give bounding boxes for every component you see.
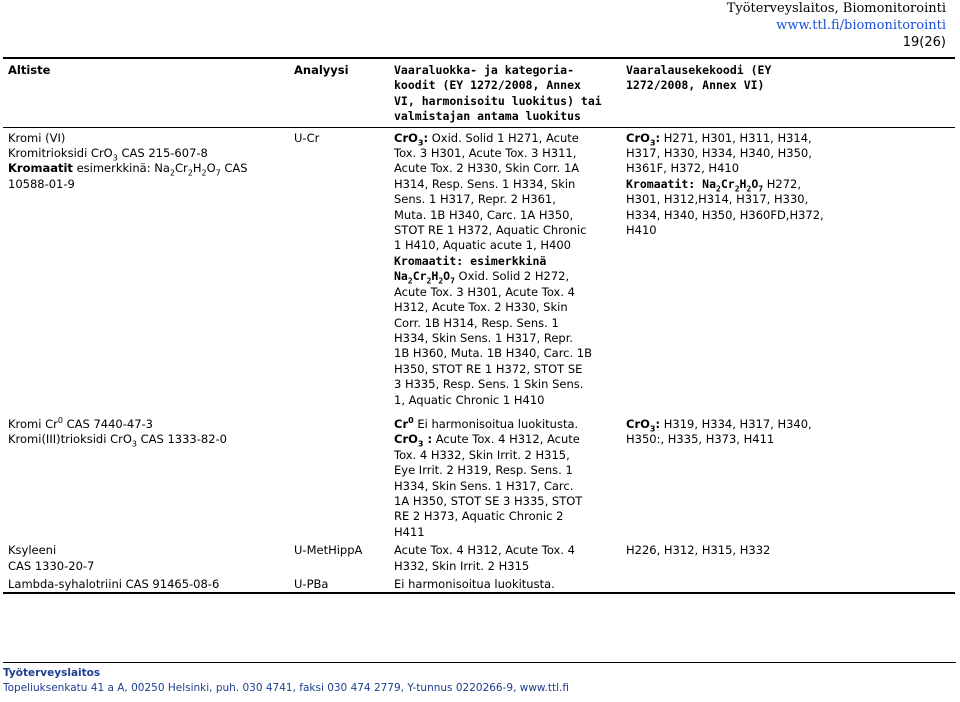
col-header-vaaraluokka: [389, 58, 621, 127]
col-header-analyysi: Analyysi: [289, 58, 389, 127]
altiste-name: Ksyleeni: [8, 543, 57, 558]
hazard-line: H361F, H372, H410: [626, 161, 740, 176]
header-line: valmistajan antama luokitus: [394, 109, 581, 124]
cell-analyysi: U-MetHippA: [294, 543, 363, 558]
table-row: [3, 540, 955, 574]
header-line: VI, harmonisoitu luokitus) tai: [394, 93, 602, 108]
page-header: [727, 0, 946, 51]
cell-altiste: Lambda-syhalotriini CAS 91465-08-6: [3, 574, 289, 593]
cell-vaaralauseke: H226, H312, H315, H332: [626, 543, 771, 558]
class-line: 1, Aquatic Chronic 1 H410: [394, 392, 545, 407]
cell-analyysi: [289, 414, 389, 540]
cell-altiste: [3, 127, 289, 414]
class-line: H314, Resp. Sens. 1 H334, Skin: [394, 176, 576, 191]
cell-vaaraluokka: [389, 414, 621, 540]
cell-vaaralauseke: [621, 574, 955, 593]
header-line: Vaaralausekekoodi (EY: [626, 63, 772, 77]
class-line: Acute Tox. 3 H301, Acute Tox. 4: [394, 284, 575, 299]
altiste-name: Kromi (VI): [8, 130, 66, 145]
cell-vaaraluokka: [389, 540, 621, 574]
page-number: 19(26): [902, 35, 946, 50]
altiste-line: Kromi Cr$^0$ CAS 7440-47-3: [8, 416, 153, 431]
class-line: $Na_2Cr_2H_2O_7$ Oxid. Solid 2 H272,: [394, 269, 570, 286]
header-url-link[interactable]: www.ttl.fi/biomonitorointi: [776, 18, 946, 33]
class-line: Acute Tox. 4 H312, Acute Tox. 4: [394, 543, 575, 558]
footer-org: Työterveyslaitos: [3, 667, 101, 679]
cell-analyysi: U-PBa: [289, 574, 389, 593]
class-line: CrO$_3$ : Acute Tox. 4 H312, Acute: [394, 432, 580, 449]
altiste-line: 10588-01-9: [8, 176, 75, 191]
class-line: 3 H335, Resp. Sens. 1 Skin Sens.: [394, 377, 584, 392]
class-line: H411: [394, 524, 425, 539]
header-line: koodit (EY 1272/2008, Annex: [394, 78, 581, 93]
header-line: Vaaraluokka- ja kategoria-: [394, 63, 575, 77]
header-line: 1272/2008, Annex VI): [626, 78, 765, 93]
class-line: H334, Skin Sens. 1 H317, Repr.: [394, 330, 574, 345]
hazard-line: Kromaatit: $Na_2Cr_2H_2O_7$ H272,: [626, 176, 801, 194]
hazard-line: H334, H340, H350, H360FD,H372,: [626, 207, 824, 222]
table-row: [3, 574, 955, 593]
col-header-altiste: Altiste: [3, 58, 289, 127]
class-line: Cr$^0$ Ei harmonisoitua luokitusta.: [394, 416, 579, 431]
class-line: H350, STOT RE 1 H372, STOT SE: [394, 361, 583, 376]
class-line: 1 H410, Aquatic acute 1, H400: [394, 238, 571, 253]
header-org: Työterveyslaitos, Biomonitorointi: [726, 1, 946, 16]
hazard-line: H301, H312,H314, H317, H330,: [626, 192, 809, 207]
hazard-classification-table: [3, 57, 955, 594]
cell-analyysi: U-Cr: [294, 130, 320, 145]
class-line: H334, Skin Sens. 1 H317, Carc.: [394, 478, 574, 493]
hazard-line: H317, H330, H334, H340, H350,: [626, 146, 812, 161]
class-line: Corr. 1B H314, Resp. Sens. 1: [394, 315, 559, 330]
class-line: RE 2 H373, Aquatic Chronic 2: [394, 509, 564, 524]
class-line: Acute Tox. 2 H330, Skin Corr. 1A: [394, 161, 580, 176]
class-line: 1B H360, Muta. 1B H340, Carc. 1B: [394, 346, 593, 361]
altiste-line: CAS 1330-20-7: [8, 558, 95, 573]
page-footer: [3, 662, 569, 696]
class-line: 1A H350, STOT SE 3 H335, STOT: [394, 493, 583, 508]
class-line: Tox. 4 H332, Skin Irrit. 2 H315,: [394, 447, 570, 462]
hazard-line: CrO$_3$: H319, H334, H317, H340,: [626, 416, 812, 434]
cell-altiste: [3, 414, 289, 540]
cell-vaaraluokka: Ei harmonisoitua luokitusta.: [389, 574, 621, 593]
cell-vaaralauseke: [621, 414, 955, 540]
cell-vaaraluokka: [389, 127, 621, 414]
hazard-line: CrO$_3$: H271, H301, H311, H314,: [626, 130, 812, 147]
col-header-vaaralauseke: [621, 58, 955, 127]
class-line: H312, Acute Tox. 2 H330, Skin: [394, 300, 568, 315]
altiste-line: Kromi(III)trioksidi CrO$_3$ CAS 1333-82-0: [8, 432, 227, 449]
class-line: Eye Irrit. 2 H319, Resp. Sens. 1: [394, 463, 573, 478]
hazard-line: H410: [626, 223, 657, 238]
class-line: Kromaatit: esimerkkinä: [394, 253, 547, 268]
table-header-row: [3, 58, 955, 127]
altiste-line: Kromitrioksidi CrO$_3$ CAS 215-607-8: [8, 146, 208, 163]
class-line: STOT RE 1 H372, Aquatic Chronic: [394, 223, 587, 238]
class-line: Muta. 1B H340, Carc. 1A H350,: [394, 207, 574, 222]
cell-vaaralauseke: [621, 127, 955, 414]
class-line: Sens. 1 H317, Repr. 2 H361,: [394, 192, 556, 207]
class-line: CrO$_3$: Oxid. Solid 1 H271, Acute: [394, 130, 579, 147]
cell-altiste: [3, 540, 289, 574]
footer-divider: [3, 662, 956, 663]
class-line: Tox. 3 H301, Acute Tox. 3 H311,: [394, 146, 577, 161]
hazard-line: H350:, H335, H373, H411: [626, 432, 775, 447]
class-line: H332, Skin Irrit. 2 H315: [394, 558, 530, 573]
table-row: [3, 414, 955, 540]
altiste-line: Kromaatit esimerkkinä: $Na_2Cr_2H_2O_7$ CAS: [8, 161, 248, 178]
footer-address: Topeliuksenkatu 41 a A, 00250 Helsinki, puh. 030 4741, faksi 030 474 2779, Y-tunnus 0220266-9, www.ttl.fi: [3, 682, 569, 694]
table-row: [3, 127, 955, 414]
